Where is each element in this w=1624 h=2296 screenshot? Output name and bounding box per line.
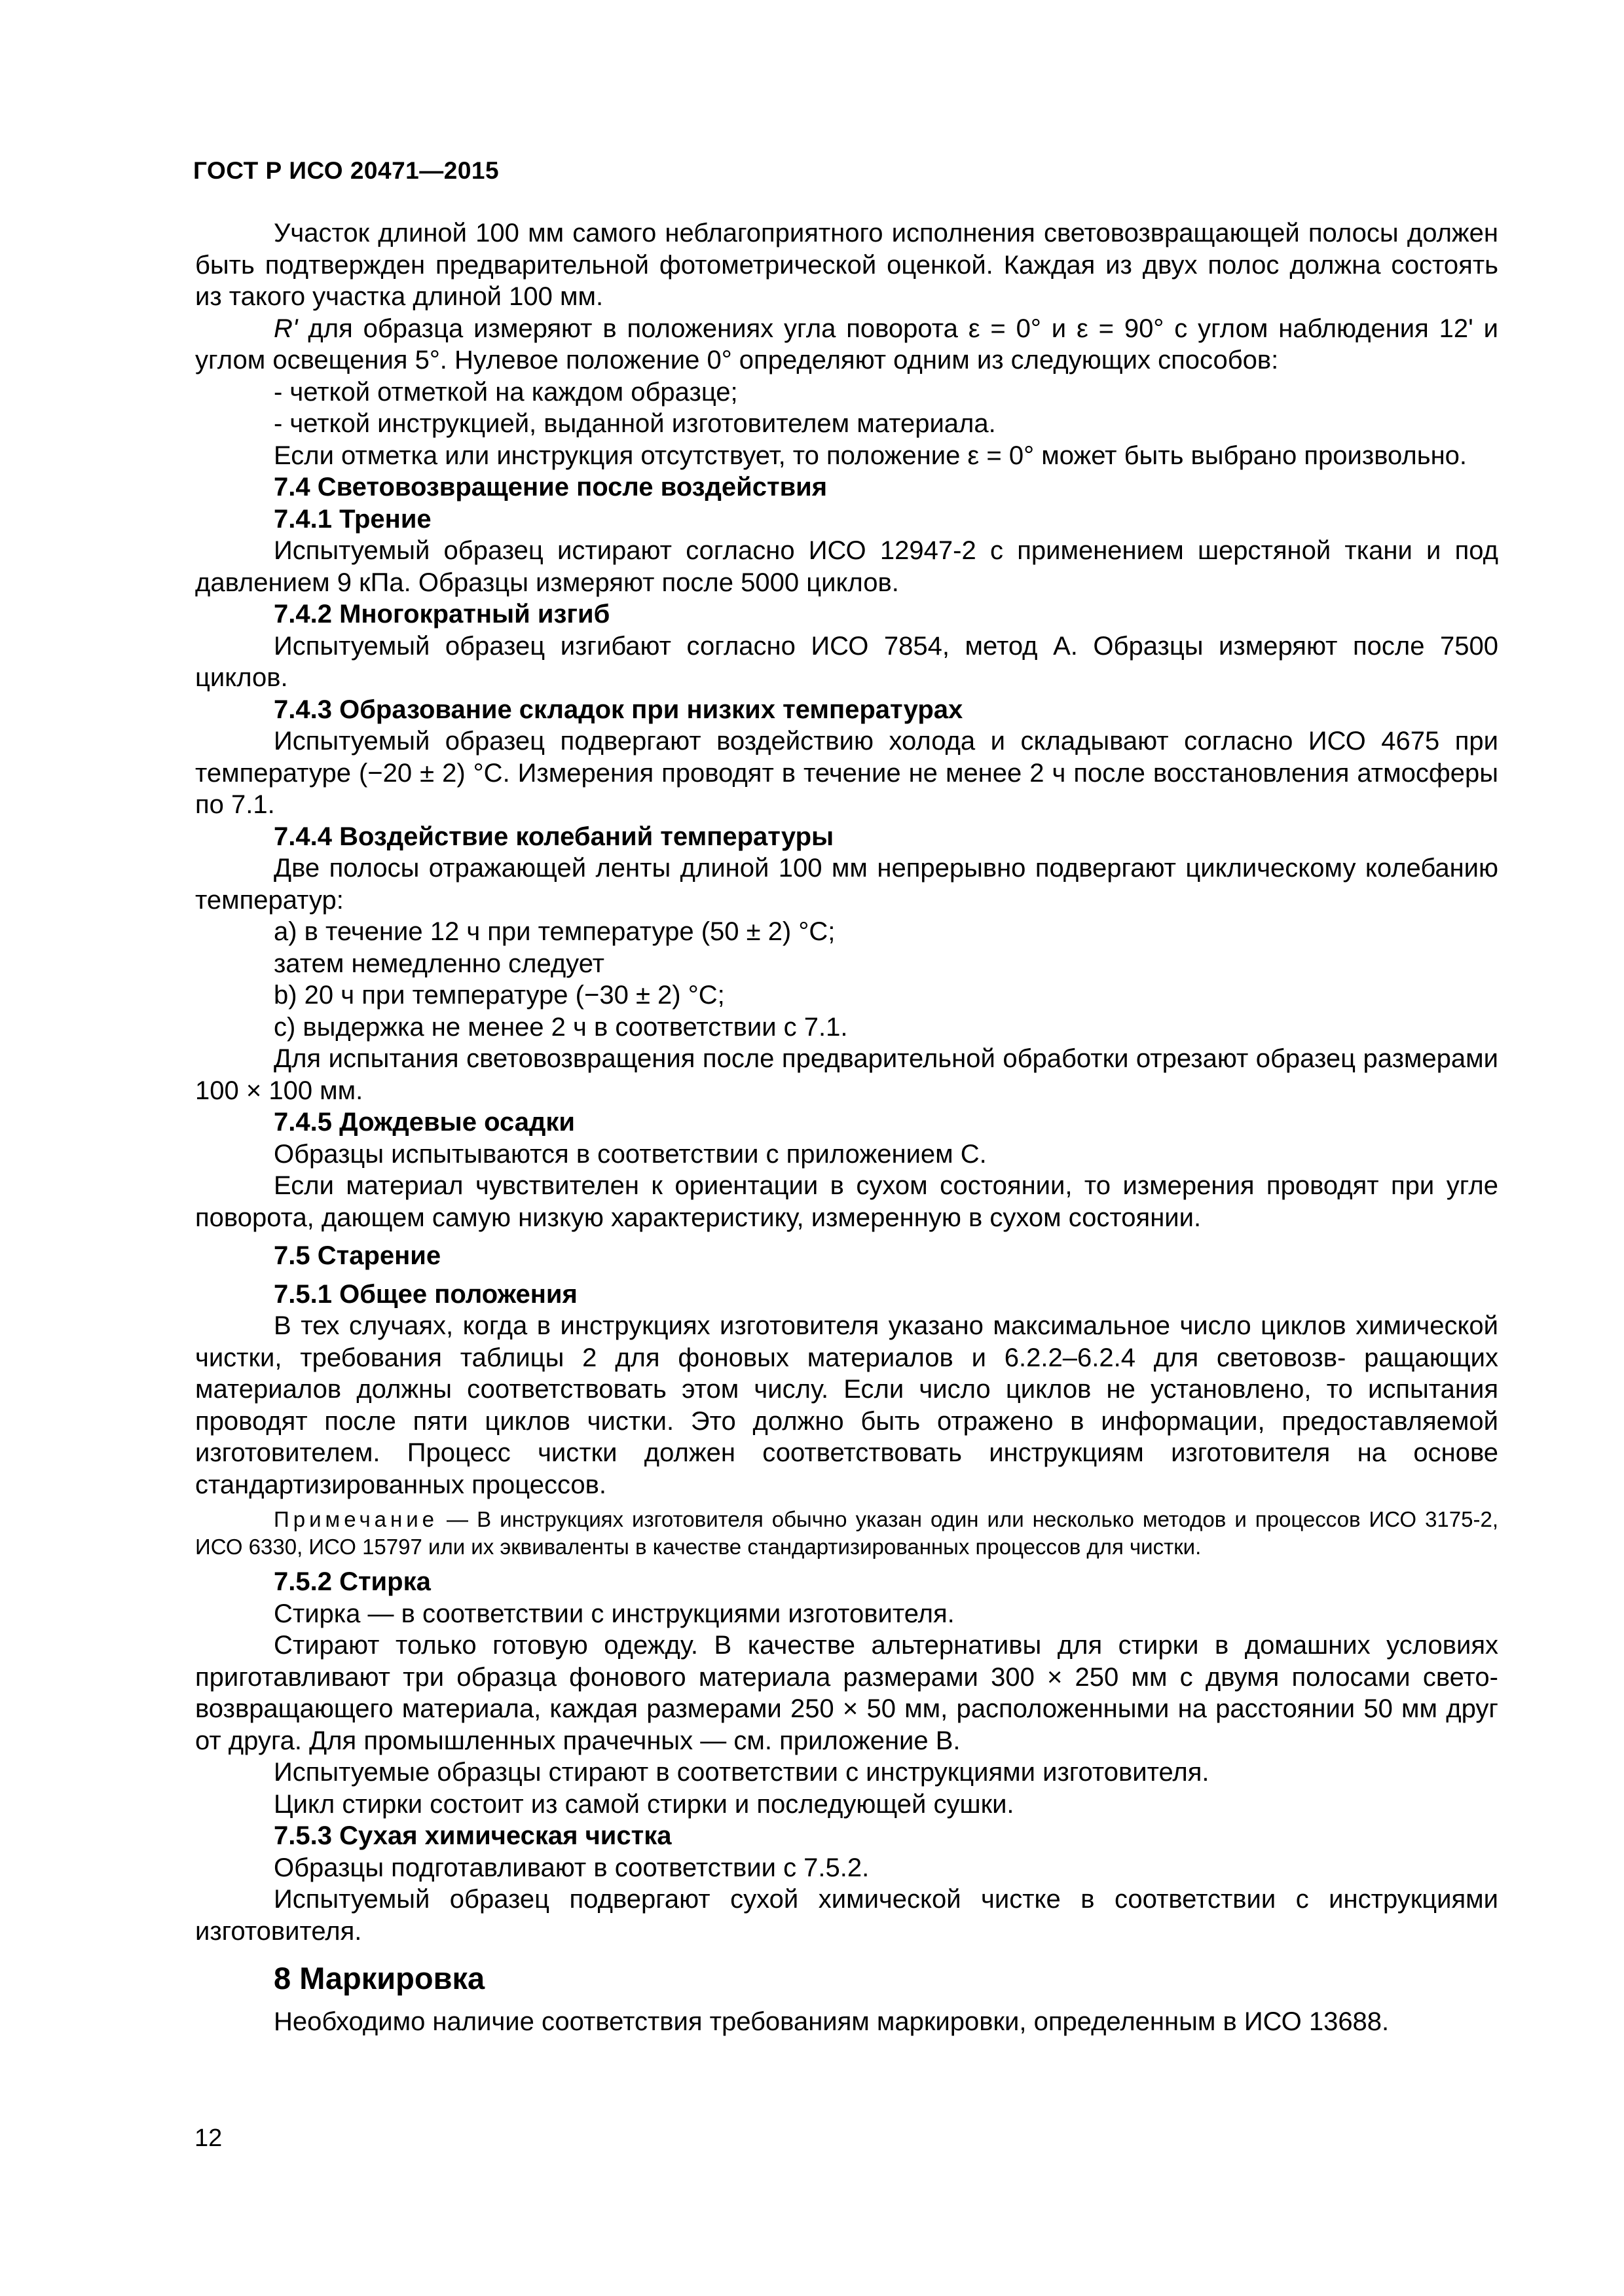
paragraph-7-4-5-2: Если материал чувствителен к ориентации в сухом состоянии, то измерения проводят при угле поворота, дающем самую низкую характеристику, измеренную в сухом состоянии.: [195, 1171, 1498, 1232]
paragraph-7-5-3-1: Образцы подготавливают в соответствии с 7.5.2.: [274, 1853, 870, 1882]
paragraph-intro-2-text: для образца измеряют в положениях угла поворота ε = 0° и ε = 90° с углом наблюдения 12' и углом освещения 5°. Нулевое положение 0° определяют одним из следующих способов:: [195, 314, 1498, 374]
list-item-c: c) выдержка не менее 2 ч в соответствии с 7.1.: [274, 1012, 848, 1042]
paragraph-7-4-4-1: Две полосы отражающей ленты длиной 100 мм непрерывно подвергают циклическому колебанию температур:: [195, 854, 1498, 915]
section-title-8: 8 Маркировка: [274, 1961, 485, 1995]
section-title-7-4-5: 7.4.5 Дождевые осадки: [274, 1108, 575, 1137]
paragraph-intro-2: [195, 313, 1498, 376]
list-item-mark: - четкой отметкой на каждом образце;: [274, 377, 738, 407]
section-title-7-5-2: 7.5.2 Стирка: [274, 1567, 431, 1596]
section-title-7-5: 7.5 Старение: [274, 1241, 441, 1270]
section-title-7-4-3: 7.4.3 Образование складок при низких температурах: [274, 695, 963, 724]
note-label: Примечание: [274, 1507, 439, 1531]
symbol-r-prime: R': [274, 314, 298, 343]
section-title-7-4-2: 7.4.2 Многократный изгиб: [274, 600, 610, 629]
paragraph-7-4-1: Испытуемый образец истирают согласно ИСО 12947-2 с применением шерстяной ткани и под давлением 9 кПа. Образцы измеряют после 5000 циклов.: [195, 536, 1498, 597]
list-item-then: затем немедленно следует: [274, 949, 604, 978]
paragraph-7-4-4-2: Для испытания световозвращения после предварительной обработки отрезают образец размерами 100 × 100 мм.: [195, 1044, 1498, 1105]
document-header: ГОСТ Р ИСО 20471—2015: [193, 157, 500, 184]
section-title-7-5-3: 7.5.3 Сухая химическая чистка: [274, 1821, 672, 1850]
paragraph-7-4-2: Испытуемый образец изгибают согласно ИСО 7854, метод А. Образцы измеряют после 7500 циклов.: [195, 631, 1498, 692]
paragraph-intro-3: Если отметка или инструкция отсутствует, то положение ε = 0° может быть выбрано произвольно.: [274, 441, 1467, 470]
paragraph-7-5-2-3: Испытуемые образцы стирают в соответствии с инструкциями изготовителя.: [274, 1758, 1209, 1787]
section-title-7-4: 7.4 Световозвращение после воздействия: [274, 473, 828, 501]
section-title-7-4-1: 7.4.1 Трение: [274, 504, 432, 534]
paragraph-7-5-2-1: Стирка — в соответствии с инструкциями изготовителя.: [274, 1599, 955, 1628]
paragraph-7-4-3: Испытуемый образец подвергают воздействию холода и складывают согласно ИСО 4675 при температуре (−20 ± 2) °С. Измерения проводят в течение не менее 2 ч после восстановления атмосферы по 7.1.: [195, 727, 1498, 819]
list-item-instruction: - четкой инструкцией, выданной изготовителем материала.: [274, 409, 996, 438]
paragraph-7-4-5-1: Образцы испытываются в соответствии с приложением С.: [274, 1139, 987, 1169]
page-number: 12: [194, 2124, 223, 2152]
paragraph-7-5-2-4: Цикл стирки состоит из самой стирки и последующей сушки.: [274, 1789, 1014, 1819]
page-content: [195, 217, 1498, 2038]
section-title-7-4-4: 7.4.4 Воздействие колебаний температуры: [274, 822, 834, 851]
list-item-a: a) в течение 12 ч при температуре (50 ± 2) °С;: [274, 917, 836, 946]
paragraph-7-5-2-2: Стирают только готовую одежду. В качестве альтернативы для стирки в домашних условиях приготавливают три образца фонового материала размерами 300 × 250 мм с двумя полосами свето- возвращающего материала, каждая размерами 250 × 50 мм, расположенными на расстоянии 50 мм друг от друга. Для промышленных прачечных — см. приложение В.: [195, 1631, 1498, 1755]
section-title-7-5-1: 7.5.1 Общее положения: [274, 1279, 578, 1309]
paragraph-7-5-1: В тех случаях, когда в инструкциях изготовителя указано максимальное число циклов химической чистки, требования таблицы 2 для фоновых материалов и 6.2.2–6.2.4 для световозв- ращающих материалов должны соответствовать этом числу. Если число циклов не установлено, то испытания проводят после пяти циклов чистки. Это должно быть отражено в информации, предоставляемой изготовителем. Процесс чистки должен соответствовать инструкциям изготовителя на основе стандартизированных процессов.: [195, 1311, 1498, 1499]
note: [195, 1506, 1498, 1561]
paragraph-intro-1: Участок длиной 100 мм самого неблагоприятного исполнения световозвращающей полосы должен быть подтвержден предварительной фотометрической оценкой. Каждая из двух полос должна состоять из такого участка длиной 100 мм.: [195, 219, 1498, 311]
paragraph-7-5-3-2: Испытуемый образец подвергают сухой химической чистке в соответствии с инструкциями изготовителя.: [195, 1885, 1498, 1946]
note-text: — В инструкциях изготовителя обычно указан один или несколько методов и процессов ИСО 3175-2, ИСО 6330, ИСО 15797 или их эквиваленты в качестве стандартизированных процессов для чистки.: [195, 1507, 1498, 1559]
paragraph-8: Необходимо наличие соответствия требованиям маркировки, определенным в ИСО 13688.: [274, 2007, 1390, 2036]
list-item-b: b) 20 ч при температуре (−30 ± 2) °С;: [274, 981, 725, 1010]
